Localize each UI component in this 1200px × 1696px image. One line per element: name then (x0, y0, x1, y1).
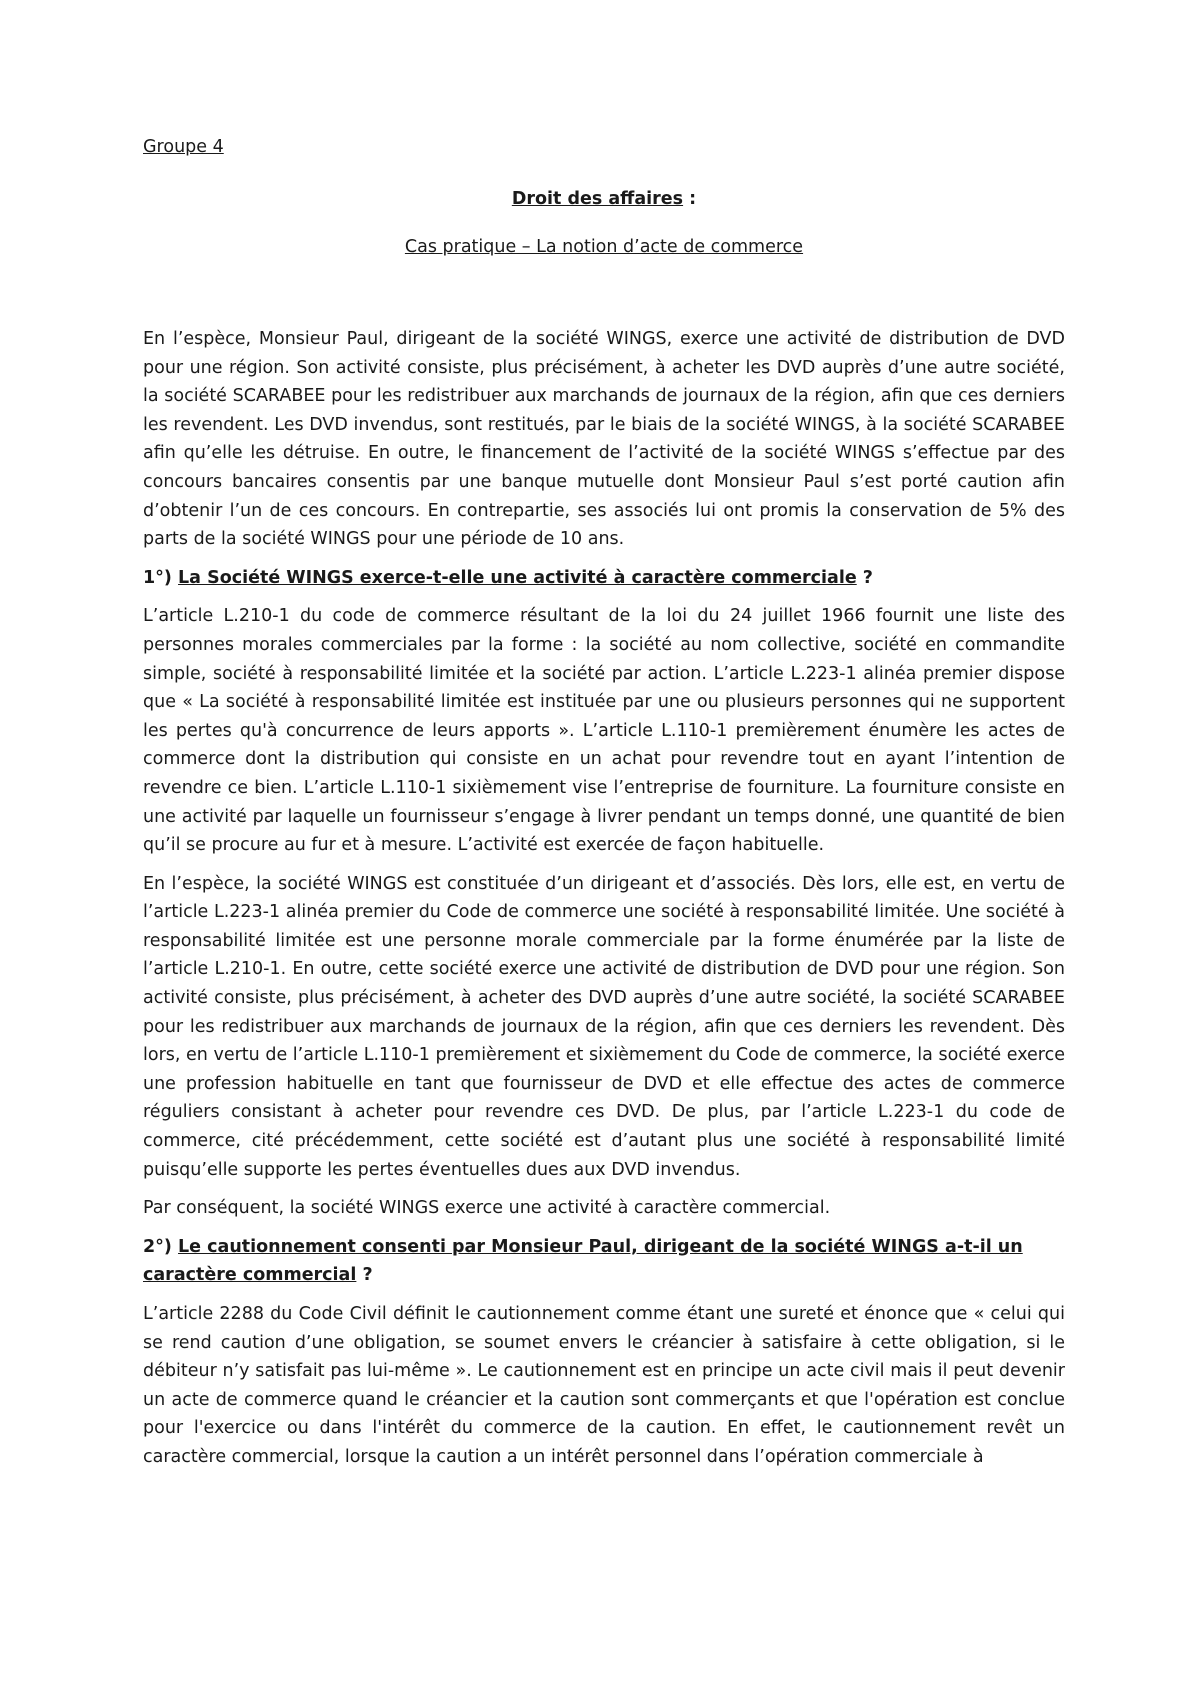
question-2 (143, 1233, 1065, 1290)
question-2-text: Le cautionnement consenti par Monsieur Paul, dirigeant de la société WINGS a-t-il un caractère commercial (143, 1236, 1023, 1286)
section-2-paragraph-1: L’article 2288 du Code Civil définit le cautionnement comme étant une sureté et énonce que « celui qui se rend caution d’une obligation, se soumet envers le créancier à satisfaire à cette obligation, si le débiteur n’y satisfait pas lui-même ». Le cautionnement est en principe un acte civil mais il peut devenir un acte de commerce quand le créancier et la caution sont commerçants et que l'opération est conclue pour l'exercice ou dans l'intérêt du commerce de la caution. En effet, le cautionnement revêt un caractère commercial, lorsque la caution a un intérêt personnel dans l’opération commerciale à (143, 1304, 1065, 1467)
title-suffix: : (683, 189, 697, 209)
section-1-conclusion: Par conséquent, la société WINGS exerce une activité à caractère commercial. (143, 1198, 831, 1219)
question-1-number: 1°) (143, 567, 179, 588)
document-subtitle (143, 233, 1065, 261)
title-main: Droit des affaires (511, 189, 684, 209)
section-1-paragraph-2: En l’espèce, la société WINGS est constituée d’un dirigeant et d’associés. Dès lors, elle est, en vertu de l’article L.223-1 alinéa premier du Code de commerce une société à responsabilité limitée. Une société à responsabilité limitée est une personne morale commerciale par la forme énumérée par la liste de l’article L.210-1. En outre, cette société exerce une activité de distribution de DVD pour une région. Son activité consiste, plus précisément, à acheter des DVD auprès d’une autre société, la société SCARABEE pour les redistribuer aux marchands de journaux de la région, afin que ces derniers les revendent. Dès lors, en vertu de l’article L.110-1 premièrement et sixièmement du Code de commerce, la société exerce une profession habituelle en tant que fournisseur de DVD et elle effectue des actes de commerce réguliers consistant à acheter pour revendre ces DVD. De plus, par l’article L.223-1 du code de commerce, cité précédemment, cette société est d’autant plus une société à responsabilité limité puisqu’elle supporte les pertes éventuelles dues aux DVD invendus. (143, 873, 1065, 1180)
document-page (143, 133, 1065, 1482)
question-1-suffix: ? (856, 567, 873, 588)
question-2-suffix: ? (356, 1265, 373, 1286)
question-1 (143, 564, 1065, 593)
group-label: Groupe 4 (143, 137, 224, 157)
intro-paragraph: En l’espèce, Monsieur Paul, dirigeant de la société WINGS, exerce une activité de distribution de DVD pour une région. Son activité consiste, plus précisément, à acheter les DVD auprès d’une autre société, la société SCARABEE pour les redistribuer aux marchands de journaux de la région, afin que ces derniers les revendent. Les DVD invendus, sont restitués, par le biais de la société WINGS, à la société SCARABEE afin qu’elle les détruise. En outre, le financement de l’activité de la société WINGS s’effectue par des concours bancaires consentis par une banque mutuelle dont Monsieur Paul s’est porté caution afin d’obtenir l’un de ces concours. En contrepartie, ses associés lui ont promis la conservation de 5% des parts de la société WINGS pour une période de 10 ans. (143, 329, 1065, 550)
subtitle-text: Cas pratique – La notion d’acte de commerce (404, 237, 804, 257)
question-1-text: La Société WINGS exerce-t-elle une activité à caractère commerciale (178, 567, 857, 588)
document-title (143, 185, 1065, 213)
question-2-number: 2°) (143, 1236, 179, 1257)
section-1-paragraph-1: L’article L.210-1 du code de commerce résultant de la loi du 24 juillet 1966 fournit une liste des personnes morales commerciales par la forme : la société au nom collective, société en commandite simple, société à responsabilité limitée et la société par action. L’article L.223-1 alinéa premier dispose que « La société à responsabilité limitée est instituée par une ou plusieurs personnes qui ne supportent les pertes qu'à concurrence de leurs apports ». L’article L.110-1 premièrement énumère les actes de commerce dont la distribution qui consiste en un achat pour revendre tout en ayant l’intention de revendre ce bien. L’article L.110-1 sixièmement vise l’entreprise de fourniture. La fourniture consiste en une activité par laquelle un fournisseur s’engage à livrer pendant un temps donné, une quantité de bien qu’il se procure au fur et à mesure. L’activité est exercée de façon habituelle. (143, 606, 1065, 856)
